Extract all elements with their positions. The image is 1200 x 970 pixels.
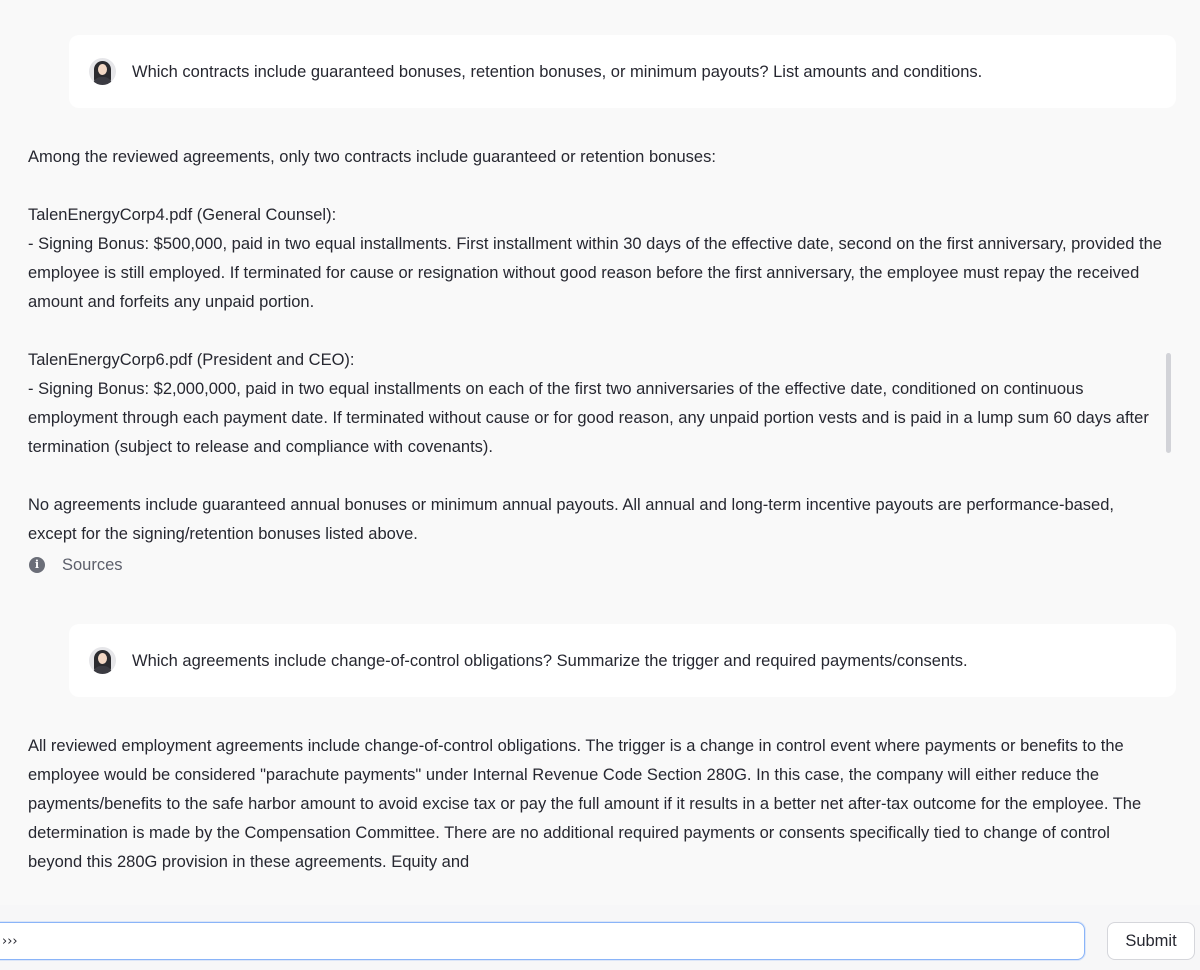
- answer-paragraph: All reviewed employment agreements include change-of-control obligations. The trigger is a change in control event where payments or benefits to the employee would be considered "parachute payments" under Internal Revenue Code Section 280G. In this case, the company will either reduce the payments/benefits to the safe harbor amount to avoid excise tax or pay the full amount if it results in a better net after-tax outcome for the employee. The determination is made by the Compensation Committee. There are no additional required payments or consents specifically tied to change of control beyond this 280G provision in these agreements. Equity and: [28, 737, 1142, 871]
- user-avatar-icon: [89, 58, 116, 85]
- submit-button[interactable]: Submit: [1107, 922, 1195, 960]
- user-message: [69, 35, 1176, 108]
- user-question-text: Which agreements include change-of-control obligations? Summarize the trigger and required payments/consents.: [132, 651, 968, 670]
- scrollbar-thumb[interactable]: [1166, 353, 1171, 453]
- assistant-answer: [28, 143, 1163, 549]
- assistant-answer: [28, 732, 1163, 877]
- user-message: [69, 624, 1176, 697]
- sources-expander[interactable]: [28, 552, 123, 578]
- answer-paragraph: Among the reviewed agreements, only two contracts include guaranteed or retention bonuses:: [28, 148, 716, 166]
- answer-paragraph: TalenEnergyCorp6.pdf (President and CEO): - Signing Bonus: $2,000,000, paid in two equal installments on each of the first two anniversaries of the effective date, conditioned on continuous employment through each payment date. If terminated without cause or for good reason, any unpaid portion vests and is paid in a lump sum 60 days after termination (subject to release and compliance with covenants).: [28, 351, 1149, 456]
- info-icon: i: [29, 557, 45, 573]
- answer-paragraph: No agreements include guaranteed annual bonuses or minimum annual payouts. All annual and long-term incentive payouts are performance-based, except for the signing/retention bonuses listed above.: [28, 496, 1114, 543]
- sources-label: Sources: [62, 555, 123, 574]
- chat-input-bar: [0, 905, 1200, 970]
- user-question-text: Which contracts include guaranteed bonuses, retention bonuses, or minimum payouts? List amounts and conditions.: [132, 62, 983, 81]
- answer-paragraph: TalenEnergyCorp4.pdf (General Counsel): - Signing Bonus: $500,000, paid in two equal installments. First installment within 30 days of the effective date, second on the first anniversary, provided the employee is still employed. If terminated for cause or resignation without good reason before the first anniversary, the employee must repay the received amount and forfeits any unpaid portion.: [28, 206, 1162, 311]
- user-avatar-icon: [89, 647, 116, 674]
- chat-input[interactable]: [0, 922, 1085, 960]
